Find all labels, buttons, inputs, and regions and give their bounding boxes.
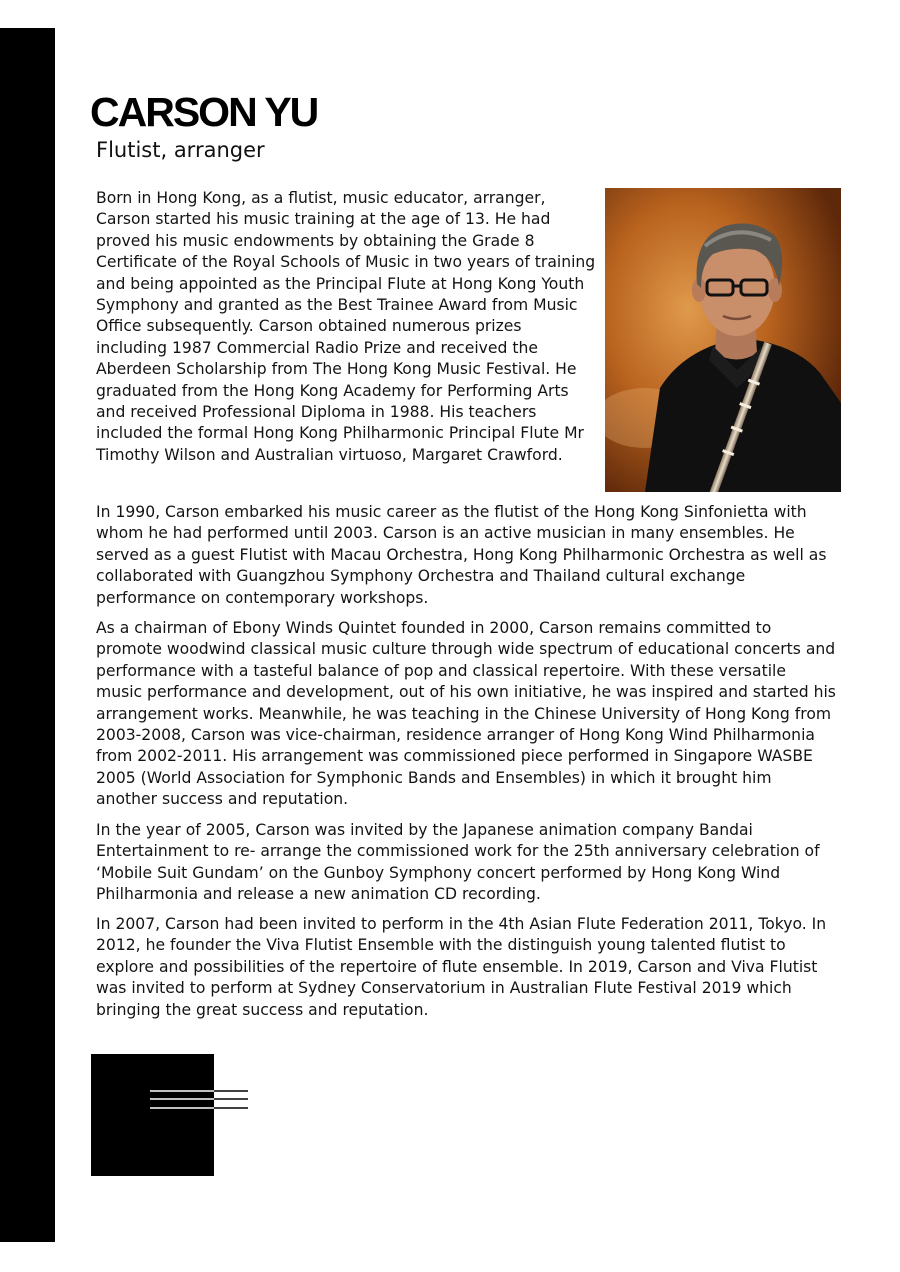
- page-title: CARSON YU: [90, 89, 318, 135]
- portrait-photo-icon: [605, 188, 841, 492]
- bio-paragraph-1: Born in Hong Kong, as a flutist, music educator, arranger, Carson started his music training at the age of 13. He had proved his music endowments by obtaining the Grade 8 Certificate of the Royal Schools of Music in two years of training and being appointed as the Principal Flute at Hong Kong Youth Symphony and granted as the Best Trainee Award from Music Office subsequently. Carson obtained numerous prizes including 1987 Commercial Radio Prize and received the Aberdeen Scholarship from The Hong Kong Music Festival. He graduated from the Hong Kong Academy for Performing Arts and received Professional Diploma in 1988. His teachers included the formal Hong Kong Philharmonic Principal Flute Mr Timothy Wilson and Australian virtuoso, Margaret Crawford.: [96, 189, 596, 464]
- bio-paragraph-3: As a chairman of Ebony Winds Quintet founded in 2000, Carson remains committed to promote woodwind classical music culture through wide spectrum of educational concerts and performance with a tasteful balance of pop and classical repertoire. With these versatile music performance and development, out of his own initiative, he was inspired and started his arrangement works. Meanwhile, he was teaching in the Chinese University of Hong Kong from 2003-2008, Carson was vice-chairman, residence arranger of Hong Kong Wind Philharmonia from 2002-2011. His arrangement was commissioned piece performed in Singapore WASBE 2005 (World Association for Symphonic Bands and Ensembles) in which it brought him another success and reputation.: [96, 619, 836, 809]
- bio-paragraph-2: In 1990, Carson embarked his music career as the flutist of the Hong Kong Sinfonietta with whom he had performed until 2003. Carson is an active musician in many ensembles. He served as a guest Flutist with Macau Orchestra, Hong Kong Philharmonic Orchestra as well as collaborated with Guangzhou Symphony Orchestra and Thailand cultural exchange performance on contemporary workshops.: [96, 503, 827, 607]
- left-decorative-bar: [0, 28, 55, 1242]
- bio-paragraph-4: In the year of 2005, Carson was invited by the Japanese animation company Bandai Entertainment to re- arrange the commissioned work for the 25th anniversary celebration of ‘Mobile Suit Gundam’ on the Gunboy Symphony concert performed by Hong Kong Wind Philharmonia and release a new animation CD recording.: [96, 821, 820, 904]
- staff-lines-icon: [150, 1089, 248, 1113]
- page-subtitle: Flutist, arranger: [96, 138, 265, 162]
- bio-paragraph-5: In 2007, Carson had been invited to perform in the 4th Asian Flute Federation 2011, Tokyo. In 2012, he founder the Viva Flutist Ensemble with the distinguish young talented flutist to explore and possibilities of the repertoire of flute ensemble. In 2019, Carson and Viva Flutist was invited to perform at Sydney Conservatorium in Australian Flute Festival 2019 which bringing the great success and reputation.: [96, 915, 827, 1019]
- decorative-square: [91, 1054, 214, 1176]
- portrait-photo: [605, 188, 841, 492]
